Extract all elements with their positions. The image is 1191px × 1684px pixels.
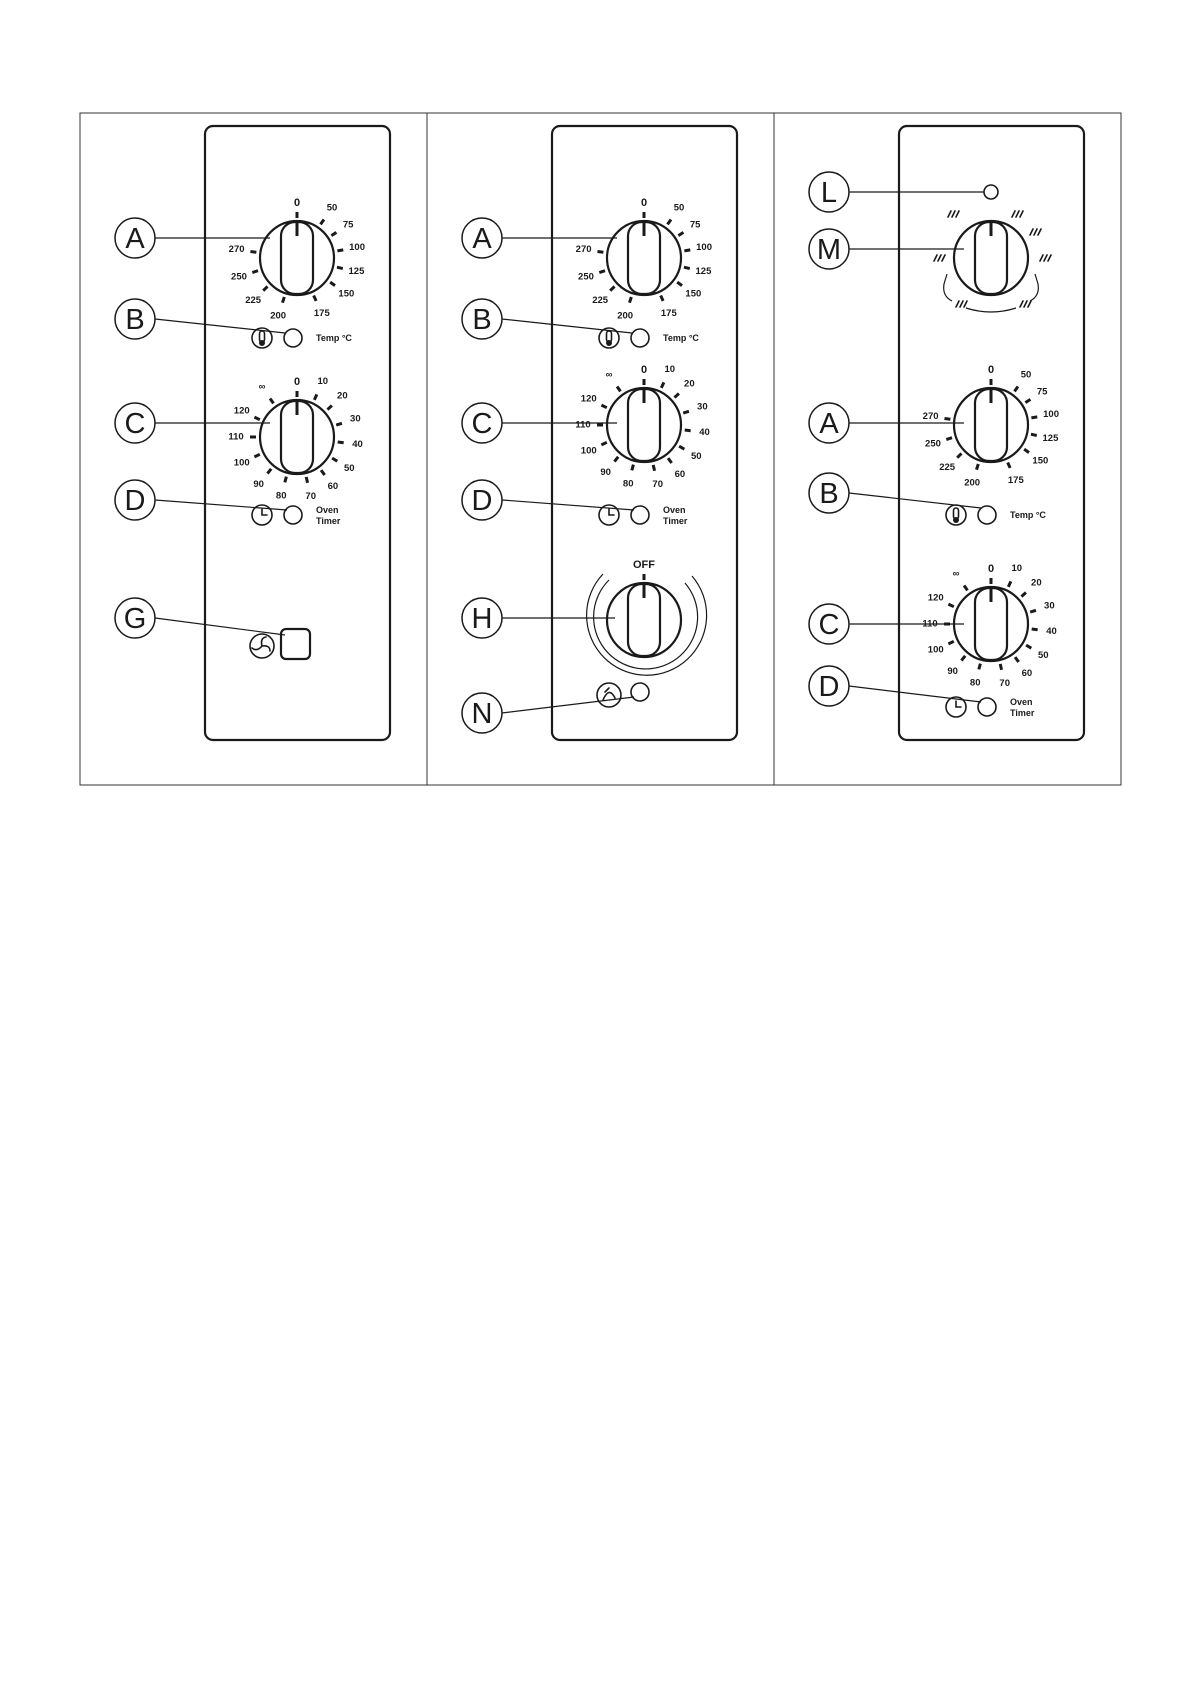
- scale-label: 200: [270, 310, 287, 322]
- scale-tick: [282, 297, 284, 303]
- caption-text: Timer: [663, 516, 688, 526]
- callout-letter: D: [818, 671, 840, 703]
- defrost-icon: [956, 301, 967, 307]
- callout-letter: D: [124, 485, 146, 517]
- scale-tick: [948, 604, 953, 607]
- scale-tick: [944, 418, 950, 419]
- scale-tick: [601, 442, 606, 445]
- scale-tick: [336, 423, 342, 425]
- scale-label: 90: [253, 478, 264, 490]
- scale-tick: [252, 271, 258, 273]
- scale-tick: [976, 464, 978, 470]
- scale-label: 110: [575, 419, 591, 431]
- scale-label: 100: [580, 445, 597, 457]
- scale-label: 125: [1042, 433, 1059, 445]
- scale-label: 175: [313, 308, 330, 320]
- defrost-icon: [934, 255, 945, 261]
- scale-label: 50: [690, 450, 702, 462]
- defrost-icon: [1040, 255, 1051, 261]
- scale-tick: [314, 394, 317, 399]
- scale-label: 100: [349, 241, 366, 253]
- scale-tick: [1021, 593, 1025, 597]
- callout-letter: B: [819, 478, 839, 510]
- scale-tick: [1008, 581, 1011, 586]
- scale-zero-label: 0: [987, 364, 995, 376]
- callout-letter: B: [472, 304, 492, 336]
- scale-label: 70: [999, 677, 1011, 689]
- leader-line: [849, 686, 981, 702]
- scale-label: 70: [652, 478, 664, 490]
- panel-3: [809, 126, 1084, 740]
- scale-label: 70: [305, 490, 317, 502]
- scale-label: 50: [1037, 649, 1049, 661]
- scale-label: 150: [338, 288, 355, 300]
- scale-tick: [597, 251, 603, 252]
- scale-tick: [684, 267, 690, 268]
- scale-label: 10: [664, 364, 676, 376]
- scale-label: 75: [342, 219, 354, 231]
- scale-label: 50: [326, 202, 338, 214]
- scale-tick: [330, 282, 335, 286]
- panel-1: [115, 126, 390, 740]
- thermometer-icon: [946, 505, 966, 525]
- mode-range-bracket: [1030, 274, 1038, 301]
- scale-label: 20: [337, 390, 348, 402]
- scale-label: 75: [689, 219, 701, 231]
- leader-line: [502, 319, 632, 333]
- caption-text: Temp °C: [316, 333, 352, 343]
- caption-text: Oven: [1010, 697, 1033, 707]
- scale-tick: [614, 457, 618, 462]
- scale-label: 20: [1031, 577, 1042, 589]
- scale-tick: [679, 446, 684, 449]
- temp-indicator-light: [978, 506, 996, 524]
- leader-line: [502, 500, 634, 510]
- leader-line: [155, 500, 287, 510]
- scale-tick: [629, 297, 631, 303]
- scale-zero-label: 0: [640, 197, 648, 209]
- scale-tick: [1026, 645, 1031, 648]
- scale-tick: [338, 442, 344, 443]
- callout-letter: A: [125, 223, 145, 255]
- scale-tick: [1031, 434, 1037, 435]
- scale-label: 110: [228, 431, 244, 443]
- scale-tick: [632, 465, 634, 471]
- caption-text: Oven: [316, 505, 339, 515]
- callout-letter: D: [471, 485, 493, 517]
- caption-text: Timer: [1010, 708, 1035, 718]
- scale-label: 80: [275, 490, 287, 502]
- scale-label: 150: [685, 288, 702, 300]
- scale-tick: [964, 585, 967, 590]
- scale-tick: [661, 295, 663, 300]
- scale-label: 50: [673, 202, 685, 214]
- scale-tick: [327, 406, 331, 410]
- scale-zero-label: 0: [987, 563, 995, 575]
- scale-label: 100: [927, 644, 944, 656]
- scale-label: 50: [343, 462, 355, 474]
- scale-tick: [1015, 386, 1018, 391]
- scale-tick: [961, 656, 965, 661]
- callout-letter: G: [123, 603, 147, 635]
- scale-label: 90: [600, 466, 611, 478]
- scale-tick: [668, 219, 671, 224]
- scale-label: 250: [578, 271, 594, 283]
- scale-tick: [1024, 449, 1029, 453]
- scale-label: 100: [696, 241, 713, 253]
- scale-tick: [684, 250, 690, 251]
- scale-label: 200: [617, 310, 634, 322]
- scale-tick: [599, 271, 605, 273]
- scale-tick: [321, 470, 325, 475]
- scale-label: 40: [1046, 625, 1057, 637]
- scale-label: 10: [1011, 563, 1023, 575]
- scale-tick: [332, 458, 337, 461]
- scale-label: 120: [580, 393, 597, 405]
- scale-label: 10: [317, 376, 329, 388]
- scale-tick: [1025, 399, 1030, 402]
- scale-tick: [337, 267, 343, 268]
- scale-tick: [617, 386, 620, 391]
- scale-tick: [653, 465, 654, 471]
- scale-label: 60: [674, 468, 686, 480]
- timer-indicator-light: [631, 506, 649, 524]
- scale-label: ∞: [952, 568, 960, 580]
- scale-tick: [331, 232, 336, 235]
- scale-label: 150: [1032, 455, 1049, 467]
- scale-tick: [685, 430, 691, 431]
- caption-text: Oven: [663, 505, 686, 515]
- panel-2: [462, 126, 737, 740]
- fan-icon: [250, 634, 274, 658]
- scale-label: 80: [622, 478, 634, 490]
- grill-indicator-light: [631, 683, 649, 701]
- temp-indicator-light: [284, 329, 302, 347]
- mode-range-bracket: [966, 308, 1016, 312]
- scale-label: 40: [699, 426, 710, 438]
- scale-tick: [1032, 629, 1038, 630]
- callout-letter: A: [472, 223, 492, 255]
- scale-label: 120: [233, 405, 250, 417]
- callout-letter: M: [816, 234, 842, 266]
- scale-tick: [270, 398, 273, 403]
- scale-label: 90: [947, 665, 958, 677]
- scale-label: 225: [939, 461, 956, 473]
- scale-label: 100: [1043, 408, 1060, 420]
- grill-icon: [597, 683, 621, 707]
- scale-tick: [683, 411, 689, 413]
- callout-letter: L: [820, 177, 838, 209]
- fan-switch: [281, 629, 310, 659]
- scale-tick: [250, 251, 256, 252]
- scale-label: 30: [697, 401, 708, 413]
- scale-tick: [254, 454, 259, 457]
- scale-label: 270: [228, 244, 245, 256]
- scale-zero-label: 0: [293, 197, 301, 209]
- scale-label: 270: [922, 411, 939, 423]
- scale-label: 225: [245, 294, 262, 306]
- timer-indicator-light: [978, 698, 996, 716]
- callout-letter: C: [818, 609, 840, 641]
- scale-tick: [957, 453, 961, 457]
- callout-letter: C: [471, 408, 493, 440]
- scale-tick: [677, 282, 682, 286]
- leader-line: [155, 618, 285, 635]
- scale-label: 250: [231, 271, 247, 283]
- scale-tick: [314, 295, 316, 300]
- scale-tick: [948, 641, 953, 644]
- callout-letter: C: [124, 408, 146, 440]
- timer-indicator-light: [284, 506, 302, 524]
- scale-tick: [306, 477, 307, 483]
- scale-label: 75: [1036, 386, 1048, 398]
- scale-tick: [601, 405, 606, 408]
- scale-label: 125: [348, 266, 365, 278]
- scale-label: 60: [1021, 667, 1033, 679]
- scale-tick: [254, 417, 259, 420]
- scale-tick: [678, 232, 683, 235]
- scale-label: 20: [684, 378, 695, 390]
- scale-zero-label: 0: [640, 364, 648, 376]
- scale-label: 200: [964, 477, 981, 489]
- scale-tick: [263, 286, 267, 290]
- temp-indicator-light: [631, 329, 649, 347]
- leader-line: [155, 319, 285, 333]
- scale-label: 50: [1020, 369, 1032, 381]
- scale-tick: [668, 458, 672, 463]
- scale-label: 125: [695, 266, 712, 278]
- scale-label: 250: [925, 438, 941, 450]
- scale-label: 175: [1007, 475, 1024, 487]
- scale-tick: [1015, 657, 1019, 662]
- scale-tick: [285, 477, 287, 483]
- scale-label: 270: [575, 244, 592, 256]
- scale-tick: [610, 286, 614, 290]
- scale-label: 30: [1044, 600, 1055, 612]
- scale-label: 120: [927, 592, 944, 604]
- scale-zero-label: OFF: [633, 559, 655, 571]
- scale-label: 30: [350, 413, 361, 425]
- scale-tick: [267, 469, 271, 474]
- scale-zero-label: 0: [293, 376, 301, 388]
- defrost-icon: [1030, 229, 1041, 235]
- caption-text: Temp °C: [1010, 510, 1046, 520]
- power-indicator-light: [984, 185, 998, 199]
- scale-label: 40: [352, 438, 363, 450]
- scale-label: 225: [592, 294, 609, 306]
- scale-label: 80: [969, 677, 981, 689]
- callout-letter: H: [471, 603, 493, 635]
- scale-tick: [1030, 610, 1036, 612]
- scale-tick: [979, 664, 981, 670]
- scale-label: 110: [922, 618, 938, 630]
- leader-line: [849, 493, 981, 508]
- callout-letter: N: [471, 698, 493, 730]
- scale-tick: [1031, 417, 1037, 418]
- scale-tick: [1000, 664, 1001, 670]
- scale-tick: [337, 250, 343, 251]
- scale-tick: [674, 394, 678, 398]
- scale-label: 175: [660, 308, 677, 320]
- defrost-icon: [1012, 211, 1023, 217]
- caption-text: Temp °C: [663, 333, 699, 343]
- scale-tick: [321, 219, 324, 224]
- callout-letter: A: [819, 408, 839, 440]
- defrost-icon: [948, 211, 959, 217]
- scale-tick: [1008, 462, 1010, 467]
- caption-text: Timer: [316, 516, 341, 526]
- scale-label: ∞: [605, 369, 613, 381]
- scale-tick: [661, 382, 664, 387]
- callout-letter: B: [125, 304, 145, 336]
- scale-tick: [946, 438, 952, 440]
- scale-label: 100: [233, 457, 250, 469]
- scale-label: 60: [327, 480, 339, 492]
- mode-range-bracket: [944, 274, 952, 301]
- defrost-icon: [1020, 301, 1031, 307]
- scale-label: ∞: [258, 381, 266, 393]
